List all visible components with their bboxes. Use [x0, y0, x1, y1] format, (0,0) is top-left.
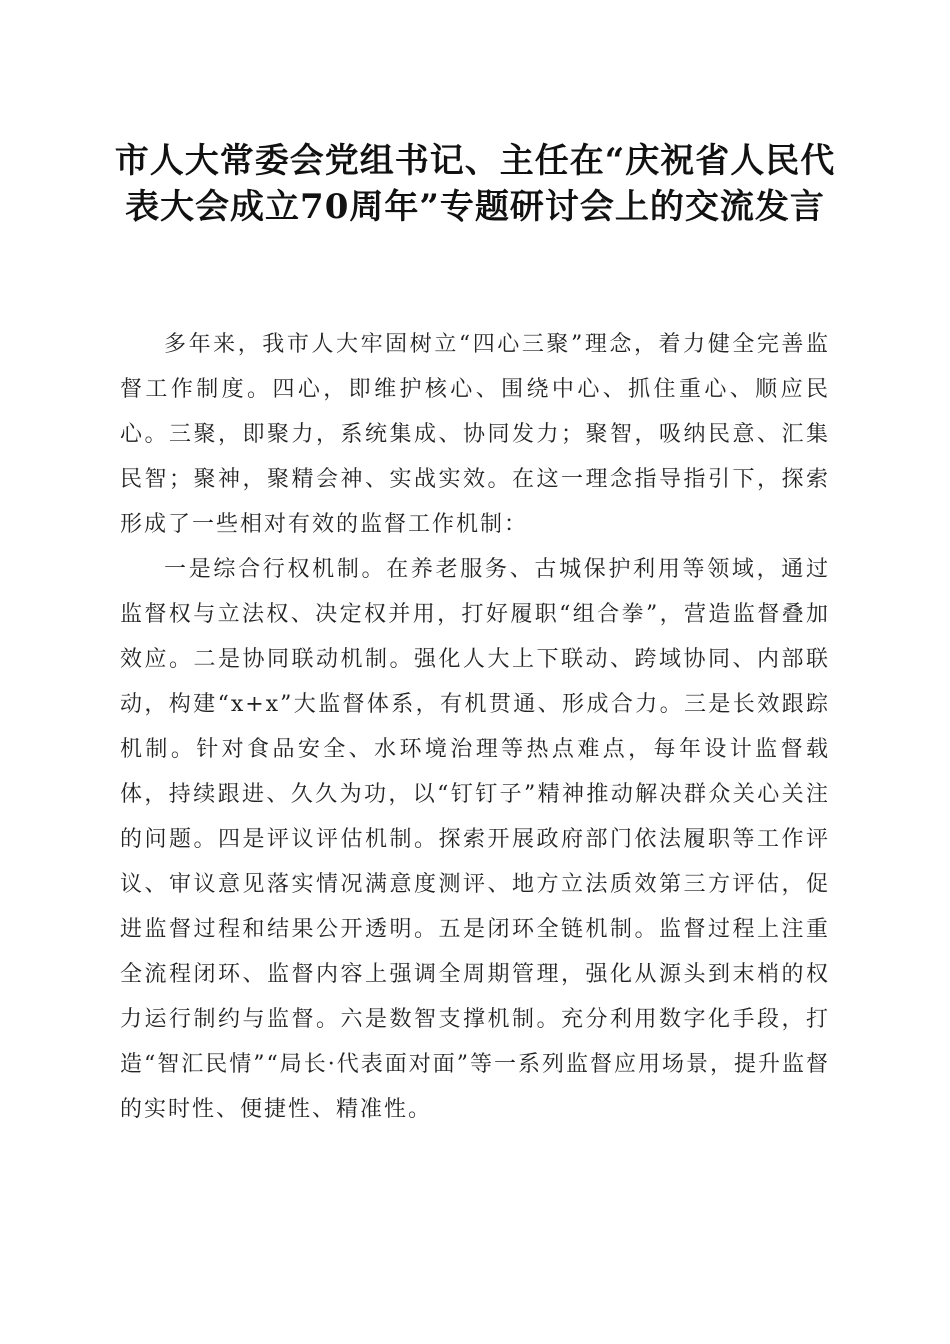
- document-title: 市人大常委会党组书记、主任在“庆祝省人民代表大会成立70周年”专题研讨会上的交流发言: [114, 141, 836, 227]
- document-body: [120, 322, 830, 1132]
- paragraph-mechanisms-lead: 一是综合行权机制。: [164, 557, 387, 582]
- paragraph-mechanisms-text: 在养老服务、古城保护利用等领域，通过监督权与立法权、决定权并用，打好履职“组合拳”，营造监督叠加效应。二是协同联动机制。强化人大上下联动、跨域协同、内部联动，构建“x+x”大监督体系，有机贯通、形成合力。三是长效跟踪机制。针对食品安全、水环境治理等热点难点，每年设计监督载体，持续跟进、久久为功，以“钉钉子”精神推动解决群众关心关注的问题。四是评议评估机制。探索开展政府部门依法履职等工作评议、审议意见落实情况满意度测评、地方立法质效第三方评估，促进监督过程和结果公开透明。五是闭环全链机制。监督过程上注重全流程闭环、监督内容上强调全周期管理，强化从源头到末梢的权力运行制约与监督。六是数智支撑机制。充分利用数字化手段，打造“智汇民情”“局长·代表面对面”等一系列监督应用场景，提升监督的实时性、便捷性、精准性。: [120, 557, 830, 1122]
- paragraph-intro: [120, 322, 830, 547]
- paragraph-intro-text: 多年来，我市人大牢固树立“四心三聚”理念，着力健全完善监督工作制度。四心，即维护核心、围绕中心、抓住重心、顺应民心。三聚，即聚力，系统集成、协同发力；聚智，吸纳民意、汇集民智；聚神，聚精会神、实战实效。在这一理念指导指引下，探索形成了一些相对有效的监督工作机制：: [120, 332, 830, 537]
- paragraph-mechanisms: [120, 547, 830, 1132]
